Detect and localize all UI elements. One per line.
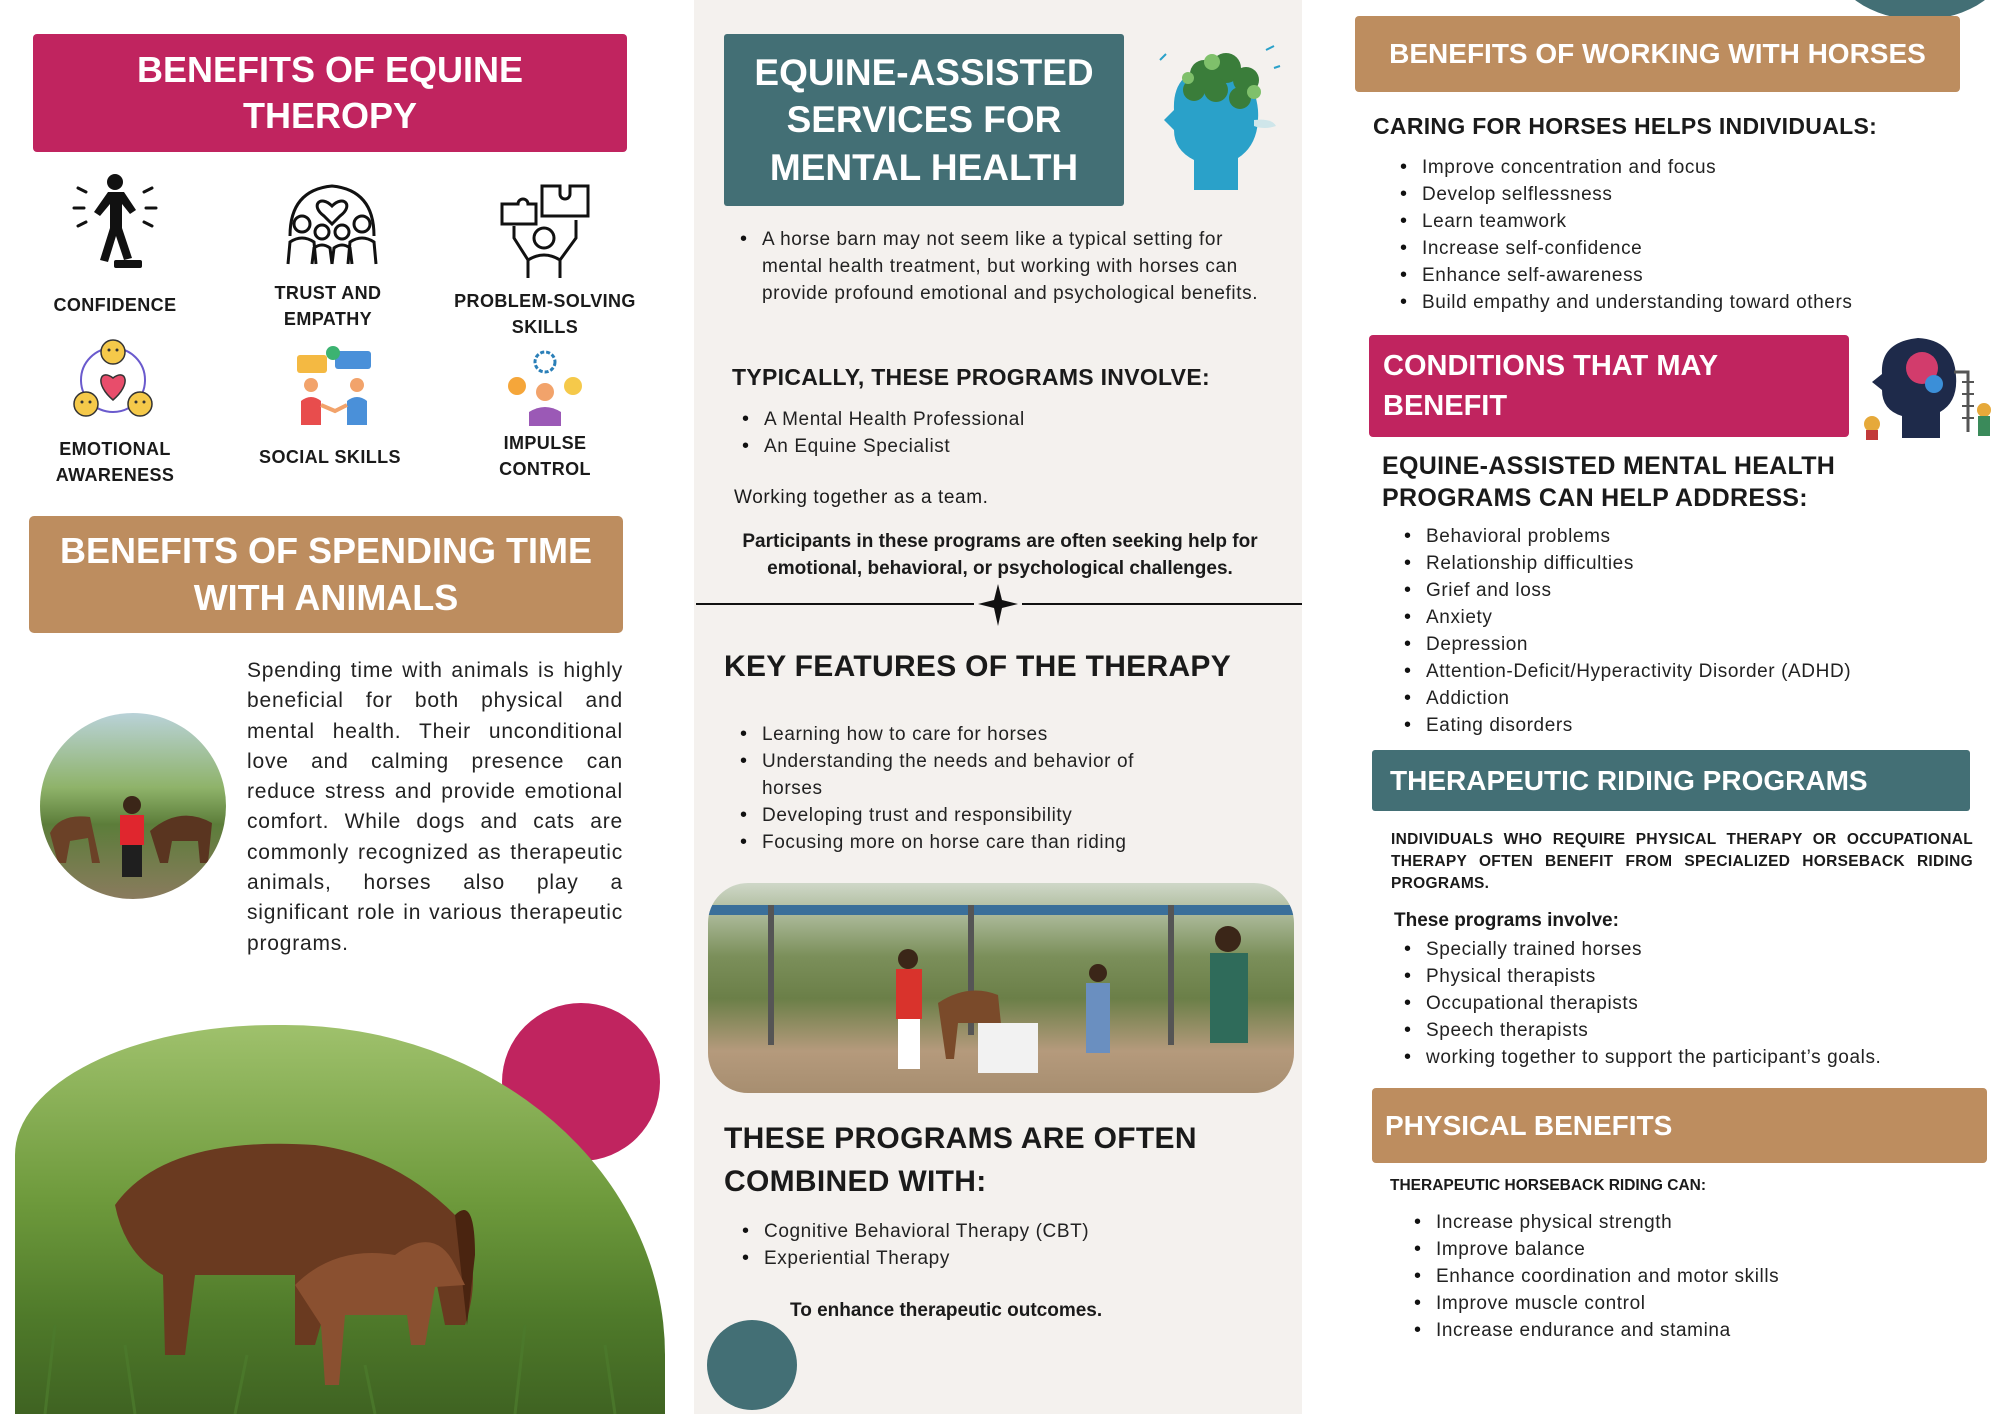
problem-solving-icon — [498, 180, 593, 280]
list-item: • Focusing more on horse care than riding — [738, 829, 1178, 856]
list-item: • Experiential Therapy — [740, 1245, 1280, 1272]
icon-label-social-skills: SOCIAL SKILLS — [259, 447, 401, 467]
intro-list — [738, 226, 1278, 307]
animals-benefits-title: BENEFITS OF SPENDING TIME WITH ANIMALS — [59, 530, 593, 618]
list-item: • Specially trained horses — [1402, 936, 1982, 963]
combined-heading: THESE PROGRAMS ARE OFTEN COMBINED WITH: — [724, 1122, 1197, 1198]
list-item: • Learn teamwork — [1398, 208, 1978, 235]
list-item: • Cognitive Behavioral Therapy (CBT) — [740, 1218, 1280, 1245]
combined-list — [740, 1218, 1280, 1272]
outcomes-text: To enhance therapeutic outcomes. — [790, 1300, 1103, 1321]
teal-decor-circle — [707, 1320, 797, 1410]
right-panel — [1302, 0, 2000, 1414]
equine-services-title: EQUINE-ASSISTED SERVICES FOR MENTAL HEALTH — [754, 51, 1094, 188]
barn-therapy-photo — [708, 883, 1294, 1093]
riding-involve-heading: These programs involve: — [1394, 910, 1619, 931]
list-item: • Understanding the needs and behavior of horses — [738, 748, 1178, 802]
conditions-title: CONDITIONS THAT MAY BENEFIT — [1383, 350, 1718, 422]
team-text: Working together as a team. — [734, 487, 989, 508]
list-item: • An Equine Specialist — [740, 433, 1280, 460]
equine-therapy-benefits-title: BENEFITS OF EQUINE THEROPY — [136, 48, 524, 136]
conditions-banner — [1369, 335, 1849, 437]
mental-health-head-icon — [1858, 332, 1998, 440]
list-item: • Improve balance — [1412, 1236, 1972, 1263]
physical-heading: THERAPEUTIC HORSEBACK RIDING CAN: — [1390, 1177, 1707, 1194]
icon-label-problem-solving: PROBLEM-SOLVING SKILLS — [454, 291, 636, 337]
impulse-control-icon — [505, 350, 585, 428]
involve-list — [740, 406, 1280, 460]
equine-services-banner — [724, 34, 1124, 206]
physical-list — [1412, 1209, 1972, 1344]
icon-label-emotional-awareness: EMOTIONAL AWARENESS — [55, 439, 175, 485]
features-heading: KEY FEATURES OF THE THERAPY — [724, 650, 1232, 683]
riding-programs-banner — [1372, 750, 1970, 811]
equine-therapy-benefits-banner — [33, 34, 627, 152]
list-item: • Occupational therapists — [1402, 990, 1982, 1017]
list-item: • Behavioral problems — [1402, 523, 1982, 550]
animals-benefits-banner — [29, 516, 623, 633]
working-horses-title: BENEFITS OF WORKING WITH HORSES — [1389, 38, 1926, 70]
list-item: • Enhance self-awareness — [1398, 262, 1978, 289]
list-item: • Physical therapists — [1402, 963, 1982, 990]
icon-label-confidence: CONFIDENCE — [53, 295, 177, 315]
list-item: • Enhance coordination and motor skills — [1412, 1263, 1972, 1290]
conditions-list — [1402, 523, 1982, 739]
list-item: • Eating disorders — [1402, 712, 1982, 739]
involve-heading: TYPICALLY, THESE PROGRAMS INVOLVE: — [732, 364, 1210, 390]
boy-with-horses-photo — [40, 713, 226, 899]
working-horses-banner — [1355, 16, 1960, 92]
intro-text: • A horse barn may not seem like a typical setting for mental health treatment, but working with horses can provide profound emotional and psychological benefits. — [738, 226, 1278, 307]
caring-list — [1398, 154, 1978, 316]
riding-text: INDIVIDUALS WHO REQUIRE PHYSICAL THERAPY OR OCCUPATIONAL THERAPY OFTEN BENEFIT FROM SPECIALIZED HORSEBACK RIDING PROGRAMS. — [1391, 831, 1973, 892]
conditions-heading: EQUINE-ASSISTED MENTAL HEALTH PROGRAMS CAN HELP ADDRESS: — [1382, 452, 1836, 512]
list-item: • Increase physical strength — [1412, 1209, 1972, 1236]
list-item: • Speech therapists — [1402, 1017, 1982, 1044]
list-item: • Learning how to care for horses — [738, 721, 1178, 748]
mind-tree-head-icon — [1154, 40, 1284, 200]
social-skills-icon — [295, 345, 375, 427]
list-item: • Increase endurance and stamina — [1412, 1317, 1972, 1344]
list-item: • Depression — [1402, 631, 1982, 658]
list-item: • Build empathy and understanding toward others — [1398, 289, 1978, 316]
sparkle-divider — [694, 584, 1302, 628]
physical-benefits-banner — [1372, 1088, 1987, 1163]
list-item: • Increase self-confidence — [1398, 235, 1978, 262]
confidence-icon — [70, 170, 160, 275]
list-item: • Addiction — [1402, 685, 1982, 712]
list-item: • Attention-Deficit/Hyperactivity Disorder (ADHD) — [1402, 658, 1982, 685]
animals-benefits-text: Spending time with animals is highly beneficial for both physical and mental health. Their unconditional love and calming presence can reduce stress and provide emotional comfort. While dogs and cats are commonly recognized as therapeutic animals, horses also play a significant role in various therapeutic programs. — [247, 659, 623, 955]
middle-panel — [694, 0, 1302, 1414]
left-panel — [0, 0, 694, 1414]
participants-text: Participants in these programs are often seeking help for emotional, behavioral, or psychological challenges. — [742, 531, 1258, 579]
list-item: • A Mental Health Professional — [740, 406, 1280, 433]
list-item: • Develop selflessness — [1398, 181, 1978, 208]
emotional-awareness-icon — [72, 338, 154, 423]
features-list — [738, 721, 1178, 856]
list-item: • Improve concentration and focus — [1398, 154, 1978, 181]
riding-list — [1402, 936, 1982, 1071]
list-item: • working together to support the participant’s goals. — [1402, 1044, 1982, 1071]
trust-empathy-icon — [280, 176, 385, 266]
caring-heading: CARING FOR HORSES HELPS INDIVIDUALS: — [1373, 113, 1878, 139]
list-item: • Relationship difficulties — [1402, 550, 1982, 577]
icon-label-trust-empathy: TRUST AND EMPATHY — [274, 283, 382, 329]
list-item: • Developing trust and responsibility — [738, 802, 1178, 829]
physical-benefits-title: PHYSICAL BENEFITS — [1385, 1109, 1673, 1141]
list-item: • Grief and loss — [1402, 577, 1982, 604]
icon-label-impulse-control: IMPULSE CONTROL — [499, 433, 591, 479]
riding-programs-title: THERAPEUTIC RIDING PROGRAMS — [1390, 764, 1868, 796]
list-item: • Anxiety — [1402, 604, 1982, 631]
list-item: • Improve muscle control — [1412, 1290, 1972, 1317]
